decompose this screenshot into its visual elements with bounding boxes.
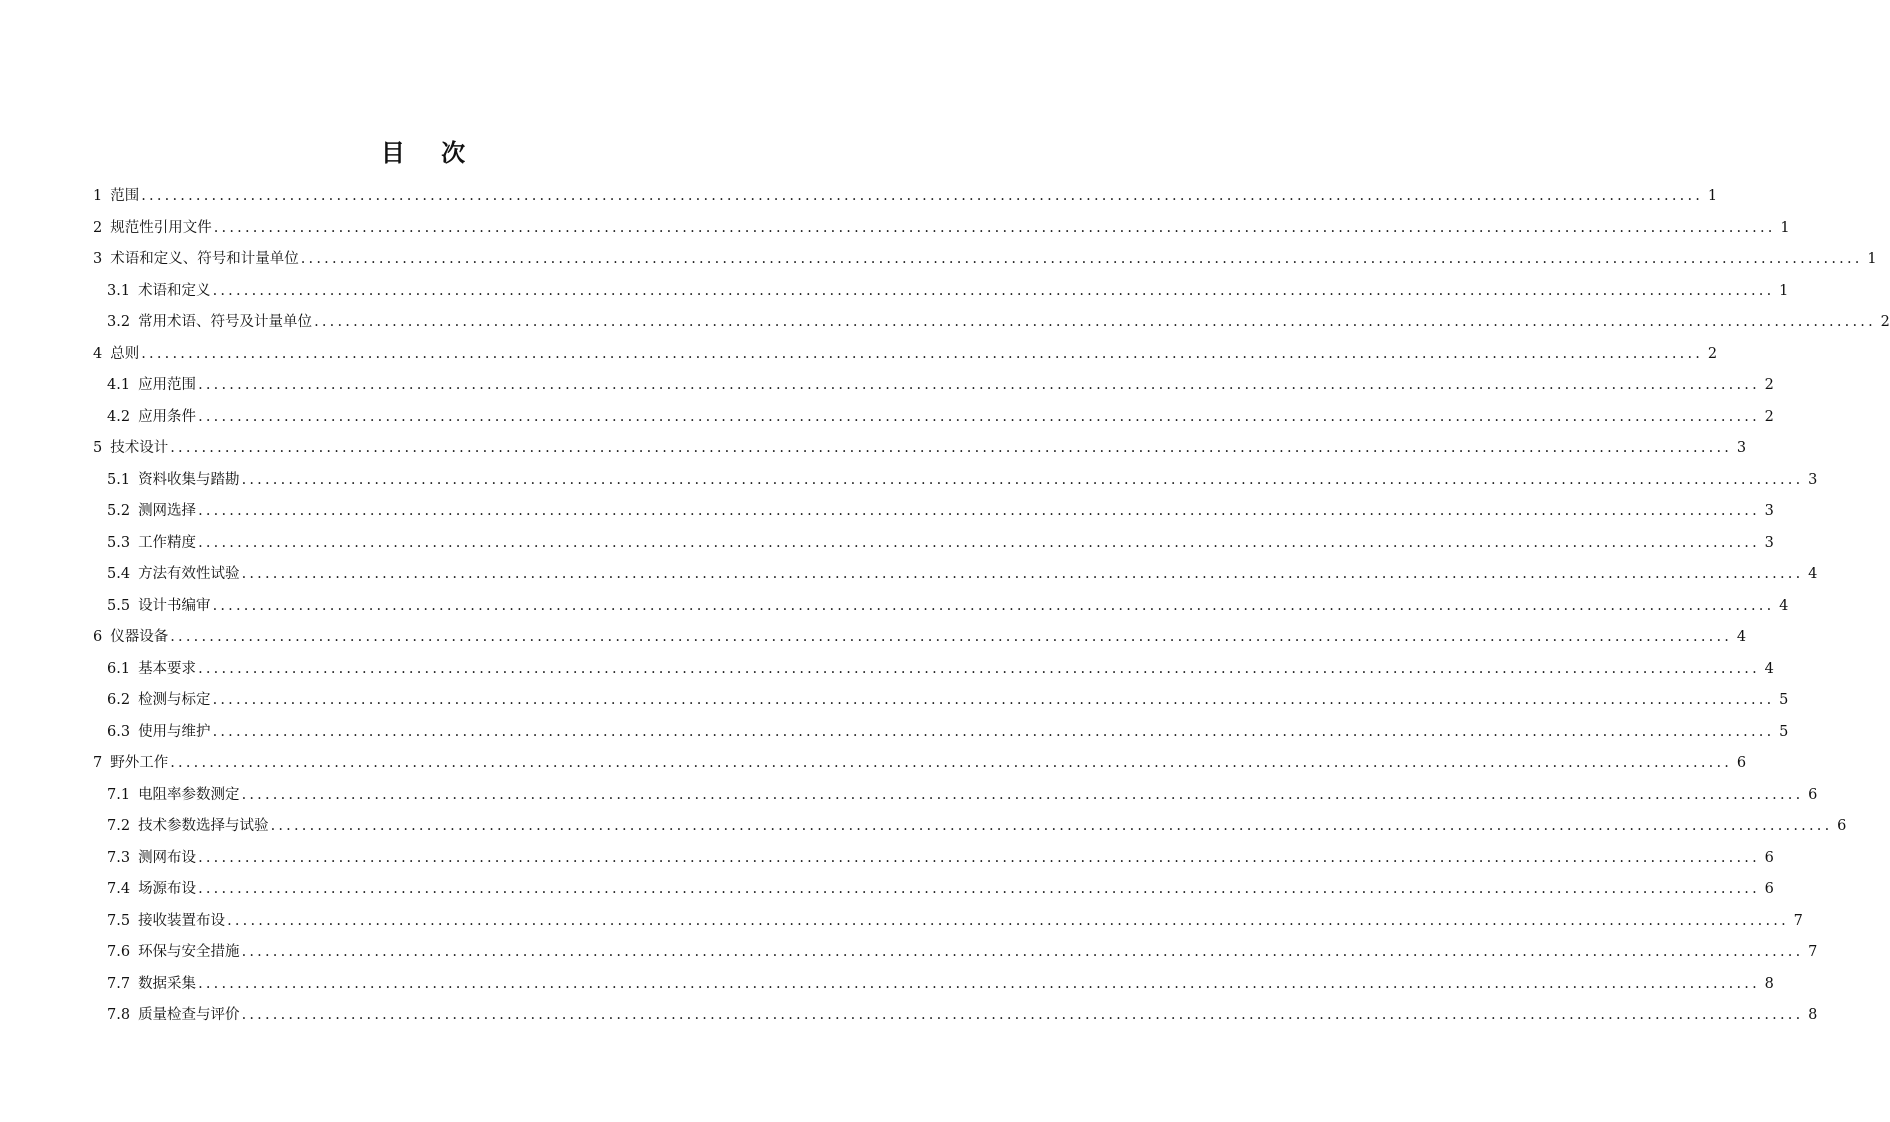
toc-entry-number: 5.3 (107, 534, 131, 551)
toc-entry-number: 7.4 (107, 881, 131, 897)
toc-entry-page-number: 8 (1764, 975, 1774, 992)
toc-entry[interactable] (93, 465, 1818, 497)
toc-dot-leader: ........................................................................................................................................................................................................ (270, 818, 1833, 834)
toc-entry[interactable] (93, 843, 1774, 875)
toc-entry[interactable] (93, 906, 1803, 938)
toc-entry-label: 总则 (110, 345, 140, 362)
toc-entry-label: 仪器设备 (110, 629, 169, 645)
toc-dot-leader: ........................................................................................................................................................................................................ (141, 188, 1704, 204)
toc-entry-number: 7.2 (107, 818, 131, 834)
toc-entry-label: 术语和定义、符号和计量单位 (110, 251, 299, 267)
toc-entry[interactable] (93, 874, 1774, 906)
toc-dot-leader: ........................................................................................................................................................................................................ (198, 503, 1760, 519)
toc-entry-number: 7.3 (107, 849, 131, 866)
toc-entry-number: 7.1 (107, 786, 131, 803)
toc-entry-label: 质量检查与评价 (138, 1007, 240, 1023)
toc-entry[interactable] (93, 307, 1890, 339)
toc-entry-label: 基本要求 (138, 660, 197, 677)
toc-entry-page-number: 3 (1808, 471, 1818, 488)
toc-entry[interactable] (93, 528, 1774, 560)
toc-entry-page-number: 6 (1764, 881, 1774, 897)
toc-entry-page-number: 7 (1793, 912, 1803, 929)
toc-dot-leader: ........................................................................................................................................................................................................ (198, 660, 1760, 677)
toc-dot-leader: ........................................................................................................................................................................................................ (241, 944, 1804, 960)
toc-entry[interactable] (93, 780, 1818, 812)
toc-entry-number: 6.2 (107, 692, 131, 708)
toc-entry-number: 7.6 (107, 944, 131, 960)
toc-dot-leader: ........................................................................................................................................................................................................ (241, 471, 1804, 488)
toc-entry-label: 环保与安全措施 (138, 944, 240, 960)
toc-entry-label: 数据采集 (138, 975, 197, 992)
toc-entry-page-number: 5 (1779, 723, 1789, 740)
toc-entry-number: 3.2 (107, 314, 131, 330)
toc-entry-label: 场源布设 (138, 881, 197, 897)
toc-dot-leader: ........................................................................................................................................................................................................ (198, 408, 1760, 425)
toc-dot-leader: ........................................................................................................................................................................................................ (212, 692, 1775, 708)
toc-entry[interactable] (93, 181, 1718, 213)
toc-entry-number: 5 (93, 440, 103, 456)
toc-entry-page-number: 6 (1837, 818, 1847, 834)
toc-entry-page-number: 3 (1764, 503, 1774, 519)
toc-entry[interactable] (93, 685, 1789, 717)
toc-entry-number: 4.1 (107, 377, 131, 393)
toc-entry[interactable] (93, 244, 1877, 276)
toc-entry-number: 7.5 (107, 912, 131, 929)
toc-dot-leader: ........................................................................................................................................................................................................ (212, 723, 1775, 740)
toc-entry-number: 5.1 (107, 471, 131, 488)
toc-dot-leader: ........................................................................................................................................................................................................ (170, 755, 1733, 771)
toc-entry-number: 4 (93, 345, 103, 362)
toc-entry[interactable] (93, 433, 1747, 465)
toc-entry-page-number: 4 (1764, 660, 1774, 677)
toc-entry-label: 技术参数选择与试验 (138, 818, 269, 834)
toc-dot-leader: ........................................................................................................................................................................................................ (141, 345, 1704, 362)
toc-entry-page-number: 4 (1779, 597, 1789, 614)
toc-dot-leader: ........................................................................................................................................................................................................ (241, 1007, 1804, 1023)
toc-entry-label: 范围 (110, 188, 140, 204)
toc-entry[interactable] (93, 276, 1789, 308)
toc-entry-number: 5.2 (107, 503, 131, 519)
toc-dot-leader: ........................................................................................................................................................................................................ (170, 440, 1733, 456)
toc-entry-number: 4.2 (107, 408, 131, 425)
toc-dot-leader: ........................................................................................................................................................................................................ (198, 849, 1760, 866)
toc-entry-page-number: 2 (1880, 314, 1890, 330)
toc-list (93, 181, 1890, 1032)
toc-dot-leader: ........................................................................................................................................................................................................ (241, 786, 1804, 803)
toc-entry-page-number: 3 (1764, 534, 1774, 551)
toc-entry-number: 5.4 (107, 566, 131, 582)
toc-title: 目 次 (380, 138, 480, 167)
toc-dot-leader: ........................................................................................................................................................................................................ (198, 881, 1760, 897)
toc-entry[interactable] (93, 559, 1818, 591)
toc-dot-leader: ........................................................................................................................................................................................................ (300, 251, 1863, 267)
toc-entry-label: 工作精度 (138, 534, 197, 551)
toc-entry-page-number: 2 (1764, 377, 1774, 393)
toc-entry[interactable] (93, 717, 1789, 749)
toc-entry-page-number: 1 (1707, 188, 1718, 204)
toc-entry-page-number: 4 (1736, 629, 1747, 645)
toc-entry-number: 7 (93, 755, 103, 771)
toc-entry-page-number: 2 (1764, 408, 1774, 425)
toc-entry[interactable] (93, 496, 1774, 528)
toc-entry-label: 接收装置布设 (138, 912, 226, 929)
toc-dot-leader: ........................................................................................................................................................................................................ (241, 566, 1804, 582)
toc-entry[interactable] (93, 811, 1847, 843)
toc-entry-label: 技术设计 (110, 440, 169, 456)
toc-entry-label: 测网选择 (138, 503, 197, 519)
toc-dot-leader: ........................................................................................................................................................................................................ (198, 377, 1760, 393)
toc-dot-leader: ........................................................................................................................................................................................................ (198, 975, 1760, 992)
toc-entry-page-number: 5 (1779, 692, 1789, 708)
toc-entry-page-number: 6 (1764, 849, 1774, 866)
toc-entry-label: 使用与维护 (138, 723, 211, 740)
toc-entry[interactable] (93, 1000, 1818, 1032)
toc-entry-page-number: 6 (1736, 755, 1747, 771)
toc-entry-page-number: 1 (1780, 219, 1790, 236)
toc-entry-label: 资料收集与踏勘 (138, 471, 240, 488)
toc-entry-label: 检测与标定 (138, 692, 211, 708)
toc-entry[interactable] (93, 339, 1718, 371)
toc-entry-page-number: 7 (1808, 944, 1818, 960)
toc-dot-leader: ........................................................................................................................................................................................................ (314, 314, 1876, 330)
toc-entry-page-number: 1 (1867, 251, 1877, 267)
toc-entry-page-number: 6 (1808, 786, 1818, 803)
toc-entry-number: 7.7 (107, 975, 131, 992)
toc-entry-page-number: 3 (1736, 440, 1747, 456)
toc-entry-page-number: 8 (1808, 1007, 1818, 1023)
toc-entry-number: 3.1 (107, 282, 131, 299)
toc-entry[interactable] (93, 654, 1774, 686)
toc-entry-label: 电阻率参数测定 (138, 786, 240, 803)
toc-entry-number: 5.5 (107, 597, 131, 614)
toc-dot-leader: ........................................................................................................................................................................................................ (227, 912, 1789, 929)
toc-entry[interactable] (93, 748, 1747, 780)
toc-entry-label: 设计书编审 (138, 597, 211, 614)
toc-entry-page-number: 4 (1808, 566, 1818, 582)
toc-entry-label: 测网布设 (138, 849, 197, 866)
toc-dot-leader: ........................................................................................................................................................................................................ (212, 597, 1775, 614)
toc-dot-leader: ........................................................................................................................................................................................................ (213, 219, 1776, 236)
toc-entry[interactable] (93, 969, 1774, 1001)
toc-entry[interactable] (93, 213, 1790, 245)
toc-dot-leader: ........................................................................................................................................................................................................ (198, 534, 1760, 551)
toc-entry[interactable] (93, 591, 1789, 623)
toc-entry[interactable] (93, 622, 1747, 654)
toc-entry-number: 1 (93, 188, 103, 204)
toc-entry-number: 2 (93, 219, 103, 236)
toc-entry[interactable] (93, 937, 1818, 969)
toc-dot-leader: ........................................................................................................................................................................................................ (212, 282, 1775, 299)
toc-entry-number: 6 (93, 629, 103, 645)
toc-entry-number: 6.1 (107, 660, 131, 677)
toc-entry[interactable] (93, 402, 1774, 434)
toc-entry-label: 规范性引用文件 (110, 219, 212, 236)
toc-entry-label: 应用条件 (138, 408, 197, 425)
toc-entry-label: 应用范围 (138, 377, 197, 393)
toc-entry-label: 野外工作 (110, 755, 169, 771)
toc-entry-label: 常用术语、符号及计量单位 (138, 314, 313, 330)
toc-entry-label: 方法有效性试验 (138, 566, 240, 582)
toc-entry-page-number: 2 (1707, 345, 1718, 362)
toc-dot-leader: ........................................................................................................................................................................................................ (170, 629, 1733, 645)
toc-entry-number: 3 (93, 251, 103, 267)
toc-entry-page-number: 1 (1779, 282, 1789, 299)
toc-entry-label: 术语和定义 (138, 282, 211, 299)
toc-entry-number: 6.3 (107, 723, 131, 740)
toc-entry[interactable] (93, 370, 1774, 402)
toc-entry-number: 7.8 (107, 1007, 131, 1023)
